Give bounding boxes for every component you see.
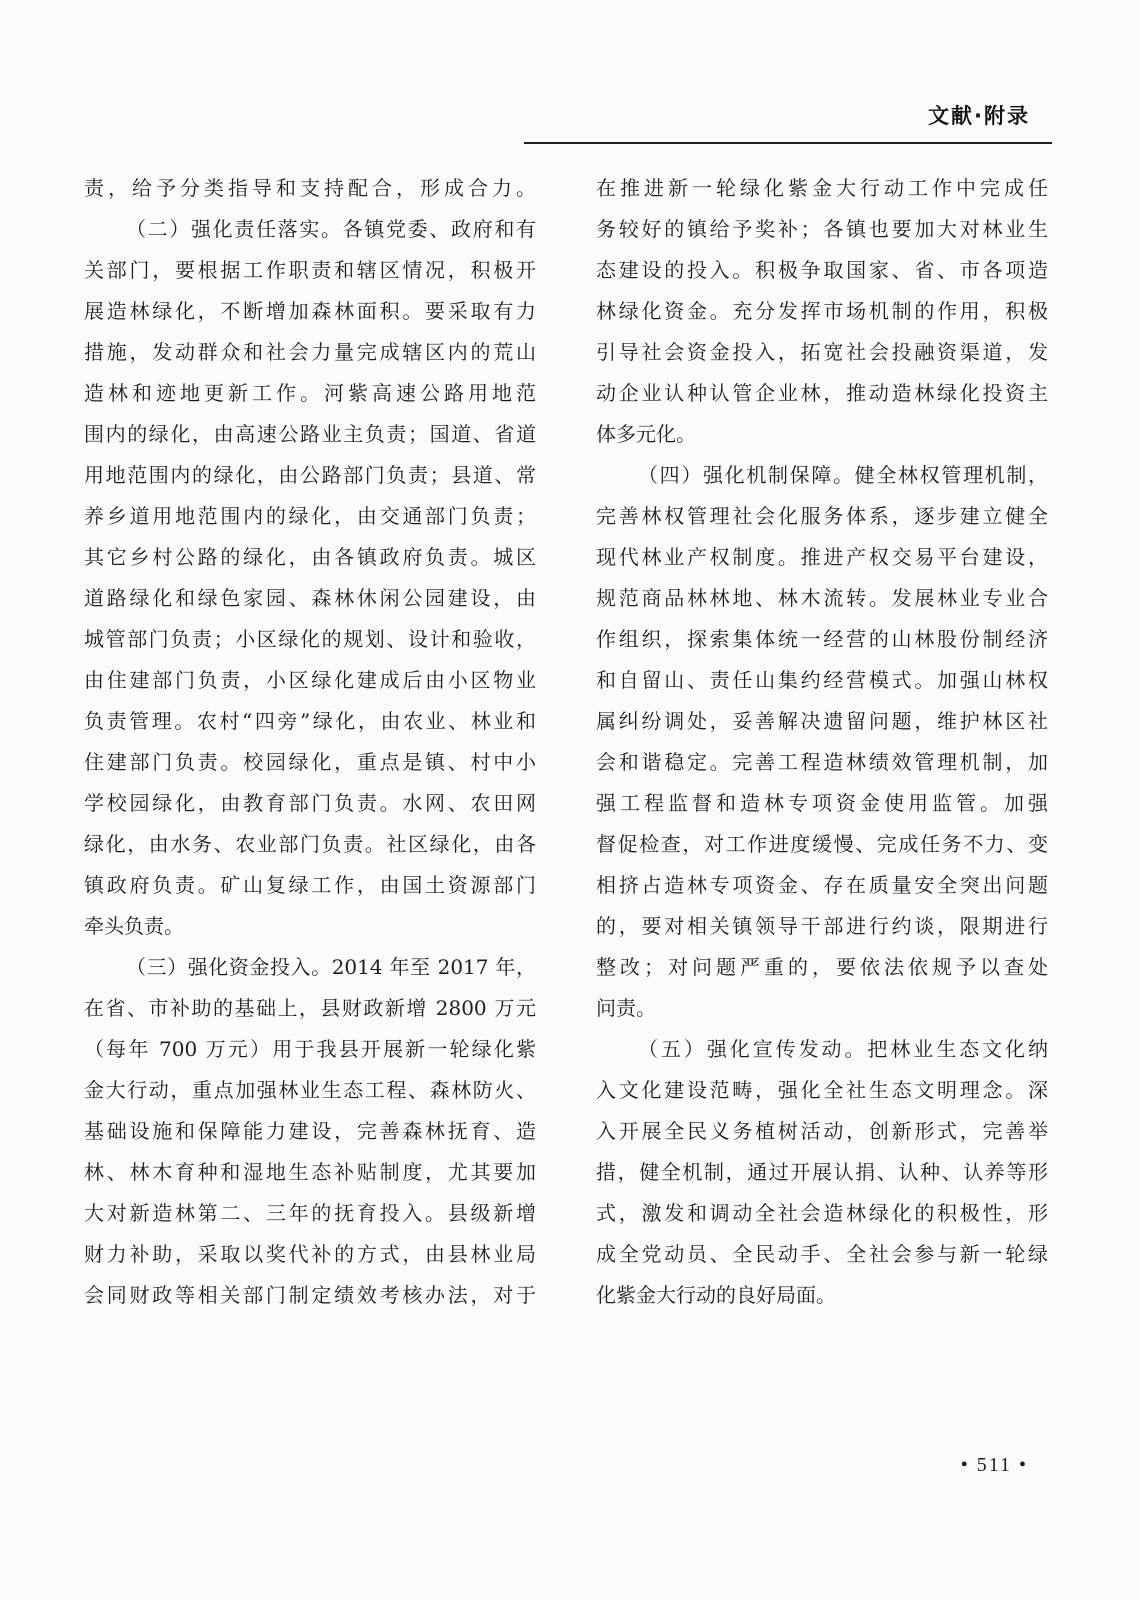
paragraph-heading-2: （二）强化责任落实。各镇党委、政府和有 xyxy=(126,217,536,241)
text-line: 整改；对问题严重的，要依法依规予以查处 xyxy=(596,955,1048,979)
text-line: 林绿化资金。充分发挥市场机制的作用，积极 xyxy=(596,299,1048,323)
text-line: 化紫金大行动的良好局面。 xyxy=(596,1283,836,1307)
text-line: 在省、市补助的基础上，县财政新增 2800 万元 xyxy=(84,996,536,1020)
text-line: 围内的绿化，由高速公路业主负责；国道、省道 xyxy=(84,422,536,446)
left-column xyxy=(84,168,536,1316)
text-line: 其它乡村公路的绿化，由各镇政府负责。城区 xyxy=(84,545,536,569)
text-line: 属纠纷调处，妥善解决遗留问题，维护林区社 xyxy=(596,709,1048,733)
paragraph-heading-3: （三）强化资金投入。2014 年至 2017 年， xyxy=(126,955,536,979)
header-rule xyxy=(524,142,1052,144)
text-line: 的，要对相关镇领导干部进行约谈，限期进行 xyxy=(596,914,1048,938)
text-line: 展造林绿化，不断增加森林面积。要采取有力 xyxy=(84,299,536,323)
text-line: 责，给予分类指导和支持配合，形成合力。 xyxy=(84,176,536,200)
text-line: 城管部门负责；小区绿化的规划、设计和验收， xyxy=(84,627,536,651)
text-line: 措，健全机制，通过开展认捐、认种、认养等形 xyxy=(596,1160,1048,1184)
text-line: 林、林木育种和湿地生态补贴制度，尤其要加 xyxy=(84,1160,536,1184)
text-line: 入文化建设范畴，强化全社生态文明理念。深 xyxy=(596,1078,1048,1102)
text-line: 和自留山、责任山集约经营模式。加强山林权 xyxy=(596,668,1048,692)
text-line: 务较好的镇给予奖补；各镇也要加大对林业生 xyxy=(596,217,1048,241)
text-line: 用地范围内的绿化，由公路部门负责；县道、常 xyxy=(84,463,536,487)
paragraph-heading-5: （五）强化宣传发动。把林业生态文化纳 xyxy=(638,1037,1048,1061)
section-header: 文献·附录 xyxy=(928,104,1030,128)
text-line: 在推进新一轮绿化紫金大行动工作中完成任 xyxy=(596,176,1048,200)
text-line: 强工程监督和造林专项资金使用监管。加强 xyxy=(596,791,1048,815)
text-line: 动企业认种认管企业林，推动造林绿化投资主 xyxy=(596,381,1048,405)
text-line: 金大行动，重点加强林业生态工程、森林防火、 xyxy=(84,1078,536,1102)
text-line: 会和谐稳定。完善工程造林绩效管理机制，加 xyxy=(596,750,1048,774)
text-line: 规范商品林林地、林木流转。发展林业专业合 xyxy=(596,586,1048,610)
text-line: 住建部门负责。校园绿化，重点是镇、村中小 xyxy=(84,750,536,774)
page-number: • 511 • xyxy=(960,1454,1028,1476)
text-line: 大对新造林第二、三年的抚育投入。县级新增 xyxy=(84,1201,536,1225)
text-line: 完善林权管理社会化服务体系，逐步建立健全 xyxy=(596,504,1048,528)
paragraph-heading-4: （四）强化机制保障。健全林权管理机制， xyxy=(638,463,1048,487)
text-line: 督促检查，对工作进度缓慢、完成任务不力、变 xyxy=(596,832,1048,856)
text-line: 负责管理。农村“四旁”绿化，由农业、林业和 xyxy=(84,709,536,733)
text-line: 现代林业产权制度。推进产权交易平台建设， xyxy=(596,545,1048,569)
text-line: 问责。 xyxy=(596,996,656,1020)
text-line: 财力补助，采取以奖代补的方式，由县林业局 xyxy=(84,1242,536,1266)
text-line: 牵头负责。 xyxy=(84,914,184,938)
text-line: 相挤占造林专项资金、存在质量安全突出问题 xyxy=(596,873,1048,897)
text-line: 成全党动员、全民动手、全社会参与新一轮绿 xyxy=(596,1242,1048,1266)
text-line: 基础设施和保障能力建设，完善森林抚育、造 xyxy=(84,1119,536,1143)
text-line: 关部门，要根据工作职责和辖区情况，积极开 xyxy=(84,258,536,282)
text-line: 措施，发动群众和社会力量完成辖区内的荒山 xyxy=(84,340,536,364)
text-line: 入开展全民义务植树活动，创新形式，完善举 xyxy=(596,1119,1048,1143)
text-line: 学校园绿化，由教育部门负责。水网、农田网 xyxy=(84,791,536,815)
text-line: 绿化，由水务、农业部门负责。社区绿化，由各 xyxy=(84,832,536,856)
text-line: 作组织，探索集体统一经营的山林股份制经济 xyxy=(596,627,1048,651)
text-line: 道路绿化和绿色家园、森林休闲公园建设，由 xyxy=(84,586,536,610)
text-line: 镇政府负责。矿山复绿工作，由国土资源部门 xyxy=(84,873,536,897)
text-line: 造林和迹地更新工作。河紫高速公路用地范 xyxy=(84,381,536,405)
text-line: 体多元化。 xyxy=(596,422,696,446)
text-line: 引导社会资金投入，拓宽社会投融资渠道，发 xyxy=(596,340,1048,364)
text-line: 由住建部门负责，小区绿化建成后由小区物业 xyxy=(84,668,536,692)
text-line: 会同财政等相关部门制定绩效考核办法，对于 xyxy=(84,1283,536,1307)
text-line: （每年 700 万元）用于我县开展新一轮绿化紫 xyxy=(84,1037,536,1061)
text-line: 养乡道用地范围内的绿化，由交通部门负责； xyxy=(84,504,536,528)
text-line: 态建设的投入。积极争取国家、省、市各项造 xyxy=(596,258,1048,282)
right-column xyxy=(596,168,1048,1316)
text-line: 式，激发和调动全社会造林绿化的积极性，形 xyxy=(596,1201,1048,1225)
